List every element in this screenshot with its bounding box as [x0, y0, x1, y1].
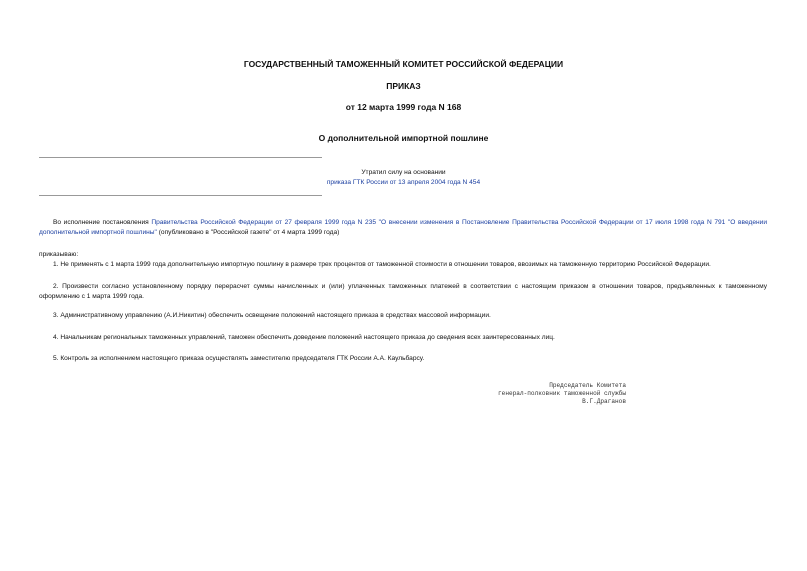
- intro-suffix: (опубликовано в "Российской газете" от 4 марта 1999 года): [156, 228, 340, 236]
- annulment-note: [0, 168, 807, 188]
- divider-top: [39, 157, 322, 158]
- order-item-2: 2. Произвести согласно установленному порядку перерасчет суммы начисленных и (или) уплаченных таможенных платежей в соответствии с настоящим приказом в отношении товаров, предъявленных к таможенному оформлению с 1 марта 1999 года.: [39, 283, 767, 300]
- annulment-text: Утратил силу на основании: [361, 169, 446, 176]
- order-item-3: 3. Административному управлению (А.И.Никитин) обеспечить освещение положений настоящего приказа в средствах массовой информации.: [53, 312, 491, 319]
- divider-bottom: [39, 195, 322, 196]
- annulment-link[interactable]: приказа ГТК России от 13 апреля 2004 года N 454: [326, 179, 481, 186]
- signature-rank: генерал-полковник таможенной службы: [498, 390, 626, 397]
- signature-name: В.Г.Драганов: [582, 398, 626, 405]
- document-type: ПРИКАЗ: [386, 81, 421, 91]
- signature-block: [470, 382, 626, 406]
- intro-prefix: Во исполнение постановления: [53, 219, 152, 226]
- signature-position: Председатель Комитета: [549, 382, 626, 389]
- order-item-1: 1. Не применять с 1 марта 1999 года дополнительную импортную пошлину в размере трех процентов от таможенной стоимости в отношении товаров, ввозимых на таможенную территорию Российской Федерации.: [53, 261, 711, 268]
- resolution-link[interactable]: Правительства Российской Федерации от 27 февраля 1999 года N 235 "О внесении изменения в Постановление Правительства Российской Федерации от 17 июля 1998 года N 791 "О введении дополнительной импортной пошлины": [39, 219, 768, 236]
- intro-paragraph: [39, 218, 767, 238]
- order-item-5: 5. Контроль за исполнением настоящего приказа осуществлять заместителю председателя ГТК России А.А. Каульбарсу.: [53, 355, 425, 362]
- ordered-word: приказываю:: [39, 251, 79, 258]
- document-date-number: от 12 марта 1999 года N 168: [345, 102, 462, 112]
- document-subject: О дополнительной импортной пошлине: [318, 133, 489, 143]
- organization-title: ГОСУДАРСТВЕННЫЙ ТАМОЖЕННЫЙ КОМИТЕТ РОССИЙСКОЙ ФЕДЕРАЦИИ: [243, 59, 564, 69]
- order-item-4: 4. Начальникам региональных таможенных управлений, таможен обеспечить доведение положений настоящего приказа до сведения всех заинтересованных лиц.: [53, 334, 555, 341]
